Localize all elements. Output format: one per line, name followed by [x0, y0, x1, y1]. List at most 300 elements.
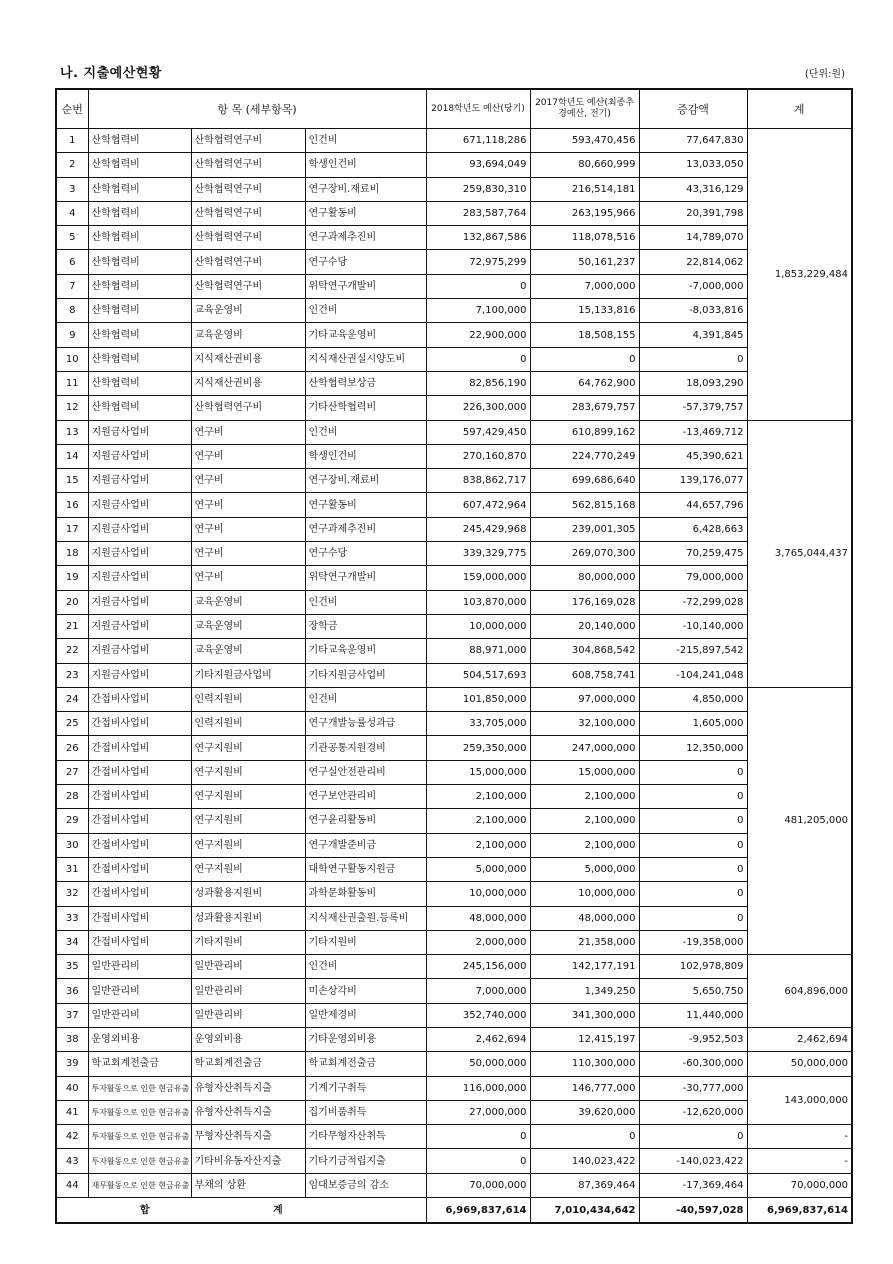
- category-cell: 간접비사업비: [88, 930, 191, 954]
- subcategory-cell: 산학협력연구비: [191, 250, 305, 274]
- budget-2018-cell: 82,856,190: [426, 371, 530, 395]
- table-row: [56, 882, 852, 906]
- category-cell: 간접비사업비: [88, 833, 191, 857]
- category-cell: 운영외비용: [88, 1027, 191, 1051]
- table-row: [56, 347, 852, 371]
- budget-2018-cell: 259,350,000: [426, 736, 530, 760]
- budget-2017-cell: 12,415,197: [530, 1027, 639, 1051]
- row-number: 41: [56, 1100, 88, 1124]
- detail-cell: 인건비: [305, 687, 426, 711]
- detail-cell: 기타운영외비용: [305, 1027, 426, 1051]
- subcategory-cell: 일반관리비: [191, 955, 305, 979]
- category-cell: 산학협력비: [88, 250, 191, 274]
- row-number: 30: [56, 833, 88, 857]
- category-cell: 산학협력비: [88, 177, 191, 201]
- table-row: [56, 542, 852, 566]
- budget-2018-cell: 72,975,299: [426, 250, 530, 274]
- difference-cell: -8,033,816: [639, 299, 747, 323]
- detail-cell: 연구수당: [305, 250, 426, 274]
- subcategory-cell: 인력지원비: [191, 687, 305, 711]
- table-row: [56, 809, 852, 833]
- subcategory-cell: 기타지원비: [191, 930, 305, 954]
- row-number: 34: [56, 930, 88, 954]
- budget-2018-cell: 339,329,775: [426, 542, 530, 566]
- header-no: 순번: [56, 89, 88, 129]
- detail-cell: 연구활동비: [305, 201, 426, 225]
- detail-cell: 인건비: [305, 590, 426, 614]
- subcategory-cell: 연구비: [191, 493, 305, 517]
- table-row: [56, 1076, 852, 1100]
- detail-cell: 미손상각비: [305, 979, 426, 1003]
- budget-2018-cell: 0: [426, 1125, 530, 1149]
- detail-cell: 학생인건비: [305, 444, 426, 468]
- budget-2018-cell: 48,000,000: [426, 906, 530, 930]
- difference-cell: 4,391,845: [639, 323, 747, 347]
- category-cell: 일반관리비: [88, 1003, 191, 1027]
- difference-cell: 139,176,077: [639, 469, 747, 493]
- table-row: [56, 444, 852, 468]
- budget-2018-cell: 22,900,000: [426, 323, 530, 347]
- table-row: [56, 566, 852, 590]
- row-number: 24: [56, 687, 88, 711]
- budget-2018-cell: 2,000,000: [426, 930, 530, 954]
- subcategory-cell: 산학협력연구비: [191, 396, 305, 420]
- row-number: 1: [56, 129, 88, 153]
- difference-cell: 0: [639, 833, 747, 857]
- difference-cell: -19,358,000: [639, 930, 747, 954]
- table-row: [56, 1100, 852, 1124]
- budget-2018-cell: 15,000,000: [426, 760, 530, 784]
- row-number: 38: [56, 1027, 88, 1051]
- budget-2017-cell: 7,000,000: [530, 274, 639, 298]
- row-number: 40: [56, 1076, 88, 1100]
- subcategory-cell: 교육운영비: [191, 639, 305, 663]
- subcategory-cell: 교육운영비: [191, 299, 305, 323]
- total-2017-cell: 7,010,434,642: [530, 1198, 639, 1224]
- category-cell: 간접비사업비: [88, 857, 191, 881]
- difference-cell: 70,259,475: [639, 542, 747, 566]
- category-cell: 지원금사업비: [88, 517, 191, 541]
- row-number: 43: [56, 1149, 88, 1173]
- row-number: 11: [56, 371, 88, 395]
- row-number: 44: [56, 1173, 88, 1197]
- budget-2018-cell: 132,867,586: [426, 226, 530, 250]
- category-cell: 산학협력비: [88, 129, 191, 153]
- budget-2017-cell: 118,078,516: [530, 226, 639, 250]
- subcategory-cell: 성과활용지원비: [191, 906, 305, 930]
- subcategory-cell: 연구지원비: [191, 736, 305, 760]
- budget-2017-cell: 283,679,757: [530, 396, 639, 420]
- category-cell: 지원금사업비: [88, 542, 191, 566]
- row-number: 29: [56, 809, 88, 833]
- detail-cell: 산학협력보상금: [305, 371, 426, 395]
- budget-2017-cell: 21,358,000: [530, 930, 639, 954]
- budget-2017-cell: 699,686,640: [530, 469, 639, 493]
- table-row: [56, 469, 852, 493]
- difference-cell: 0: [639, 347, 747, 371]
- difference-cell: 18,093,290: [639, 371, 747, 395]
- category-cell: 지원금사업비: [88, 566, 191, 590]
- budget-2018-cell: 159,000,000: [426, 566, 530, 590]
- detail-cell: 연구수당: [305, 542, 426, 566]
- budget-2018-cell: 10,000,000: [426, 614, 530, 638]
- expense-budget-table: [55, 88, 853, 1224]
- difference-cell: -17,369,464: [639, 1173, 747, 1197]
- difference-cell: 0: [639, 882, 747, 906]
- row-number: 36: [56, 979, 88, 1003]
- table-row: [56, 1003, 852, 1027]
- detail-cell: 학생인건비: [305, 153, 426, 177]
- difference-cell: 102,978,809: [639, 955, 747, 979]
- detail-cell: 연구윤리활동비: [305, 809, 426, 833]
- table-row: [56, 250, 852, 274]
- table-row: [56, 299, 852, 323]
- detail-cell: 기타지원비: [305, 930, 426, 954]
- subtotal-cell: 70,000,000: [747, 1173, 852, 1197]
- row-number: 3: [56, 177, 88, 201]
- row-number: 33: [56, 906, 88, 930]
- difference-cell: 0: [639, 809, 747, 833]
- table-row: [56, 614, 852, 638]
- row-number: 18: [56, 542, 88, 566]
- detail-cell: 지식재산권실시양도비: [305, 347, 426, 371]
- budget-2017-cell: 97,000,000: [530, 687, 639, 711]
- subcategory-cell: 연구지원비: [191, 785, 305, 809]
- subcategory-cell: 일반관리비: [191, 979, 305, 1003]
- subcategory-cell: 지식재산권비용: [191, 371, 305, 395]
- difference-cell: -57,379,757: [639, 396, 747, 420]
- detail-cell: 기타교육운영비: [305, 639, 426, 663]
- table-row: [56, 129, 852, 153]
- budget-2018-cell: 2,100,000: [426, 785, 530, 809]
- category-cell: 학교회계전출금: [88, 1052, 191, 1076]
- category-cell: 간접비사업비: [88, 785, 191, 809]
- difference-cell: -215,897,542: [639, 639, 747, 663]
- table-row: [56, 1149, 852, 1173]
- subcategory-cell: 연구비: [191, 566, 305, 590]
- header-sum: 계: [747, 89, 852, 129]
- budget-2018-cell: 2,100,000: [426, 833, 530, 857]
- difference-cell: 4,850,000: [639, 687, 747, 711]
- detail-cell: 장학금: [305, 614, 426, 638]
- difference-cell: 14,789,070: [639, 226, 747, 250]
- category-cell: 투자활동으로 인한 현금유출: [88, 1125, 191, 1149]
- table-row: [56, 323, 852, 347]
- table-row: [56, 1027, 852, 1051]
- budget-2018-cell: 259,830,310: [426, 177, 530, 201]
- header-row: [56, 89, 852, 129]
- detail-cell: 연구개발준비금: [305, 833, 426, 857]
- budget-2018-cell: 27,000,000: [426, 1100, 530, 1124]
- row-number: 12: [56, 396, 88, 420]
- row-number: 31: [56, 857, 88, 881]
- budget-2017-cell: 10,000,000: [530, 882, 639, 906]
- category-cell: 산학협력비: [88, 347, 191, 371]
- budget-2018-cell: 7,100,000: [426, 299, 530, 323]
- budget-2017-cell: 562,815,168: [530, 493, 639, 517]
- budget-2018-cell: 103,870,000: [426, 590, 530, 614]
- category-cell: 간접비사업비: [88, 809, 191, 833]
- row-number: 13: [56, 420, 88, 444]
- detail-cell: 기타교육운영비: [305, 323, 426, 347]
- category-cell: 산학협력비: [88, 226, 191, 250]
- budget-2017-cell: 48,000,000: [530, 906, 639, 930]
- budget-2017-cell: 80,660,999: [530, 153, 639, 177]
- table-row: [56, 979, 852, 1003]
- difference-cell: 0: [639, 906, 747, 930]
- row-number: 37: [56, 1003, 88, 1027]
- subcategory-cell: 연구지원비: [191, 809, 305, 833]
- detail-cell: 기타무형자산취득: [305, 1125, 426, 1149]
- difference-cell: 77,647,830: [639, 129, 747, 153]
- row-number: 28: [56, 785, 88, 809]
- budget-2017-cell: 2,100,000: [530, 809, 639, 833]
- difference-cell: 0: [639, 857, 747, 881]
- difference-cell: 0: [639, 1125, 747, 1149]
- detail-cell: 과학문화활동비: [305, 882, 426, 906]
- row-number: 39: [56, 1052, 88, 1076]
- category-cell: 산학협력비: [88, 274, 191, 298]
- budget-2018-cell: 607,472,964: [426, 493, 530, 517]
- table-row: [56, 663, 852, 687]
- row-number: 5: [56, 226, 88, 250]
- table-row: [56, 493, 852, 517]
- table-row: [56, 371, 852, 395]
- category-cell: 지원금사업비: [88, 590, 191, 614]
- budget-2017-cell: 32,100,000: [530, 712, 639, 736]
- detail-cell: 연구개발능률성과급: [305, 712, 426, 736]
- budget-2017-cell: 216,514,181: [530, 177, 639, 201]
- category-cell: 간접비사업비: [88, 687, 191, 711]
- budget-2017-cell: 5,000,000: [530, 857, 639, 881]
- budget-2018-cell: 88,971,000: [426, 639, 530, 663]
- row-number: 7: [56, 274, 88, 298]
- total-2018-cell: 6,969,837,614: [426, 1198, 530, 1224]
- total-label: 합 계: [56, 1198, 426, 1224]
- budget-2017-cell: 269,070,300: [530, 542, 639, 566]
- row-number: 15: [56, 469, 88, 493]
- category-cell: 일반관리비: [88, 955, 191, 979]
- category-cell: 산학협력비: [88, 201, 191, 225]
- category-cell: 간접비사업비: [88, 736, 191, 760]
- budget-2018-cell: 70,000,000: [426, 1173, 530, 1197]
- detail-cell: 인건비: [305, 955, 426, 979]
- category-cell: 지원금사업비: [88, 614, 191, 638]
- row-number: 21: [56, 614, 88, 638]
- difference-cell: 79,000,000: [639, 566, 747, 590]
- budget-2017-cell: 146,777,000: [530, 1076, 639, 1100]
- budget-2018-cell: 7,000,000: [426, 979, 530, 1003]
- row-number: 6: [56, 250, 88, 274]
- total-sum-cell: 6,969,837,614: [747, 1198, 852, 1224]
- category-cell: 간접비사업비: [88, 760, 191, 784]
- budget-2018-cell: 10,000,000: [426, 882, 530, 906]
- category-cell: 지원금사업비: [88, 469, 191, 493]
- subtotal-cell: -: [747, 1125, 852, 1149]
- table-row: [56, 1052, 852, 1076]
- detail-cell: 연구장비.재료비: [305, 177, 426, 201]
- table-row: [56, 833, 852, 857]
- table-row: [56, 955, 852, 979]
- budget-2018-cell: 226,300,000: [426, 396, 530, 420]
- difference-cell: -9,952,503: [639, 1027, 747, 1051]
- budget-2018-cell: 352,740,000: [426, 1003, 530, 1027]
- budget-2018-cell: 0: [426, 347, 530, 371]
- difference-cell: 45,390,621: [639, 444, 747, 468]
- budget-2017-cell: 18,508,155: [530, 323, 639, 347]
- subcategory-cell: 학교회계전출금: [191, 1052, 305, 1076]
- category-cell: 산학협력비: [88, 153, 191, 177]
- table-row: [56, 639, 852, 663]
- category-cell: 지원금사업비: [88, 493, 191, 517]
- table-row: [56, 785, 852, 809]
- table-row: [56, 906, 852, 930]
- budget-2017-cell: 15,133,816: [530, 299, 639, 323]
- budget-2018-cell: 270,160,870: [426, 444, 530, 468]
- detail-cell: 지식재산권출원.등록비: [305, 906, 426, 930]
- difference-cell: 11,440,000: [639, 1003, 747, 1027]
- row-number: 9: [56, 323, 88, 347]
- detail-cell: 연구과제추진비: [305, 226, 426, 250]
- subcategory-cell: 유형자산취득지출: [191, 1100, 305, 1124]
- category-cell: 투자활동으로 인한 현금유출: [88, 1149, 191, 1173]
- difference-cell: -104,241,048: [639, 663, 747, 687]
- subcategory-cell: 산학협력연구비: [191, 177, 305, 201]
- budget-2018-cell: 245,429,968: [426, 517, 530, 541]
- header-2018: 2018학년도 예산(당기): [426, 89, 530, 129]
- subcategory-cell: 무형자산취득지출: [191, 1125, 305, 1149]
- total-diff-cell: -40,597,028: [639, 1198, 747, 1224]
- row-number: 2: [56, 153, 88, 177]
- row-number: 14: [56, 444, 88, 468]
- budget-2018-cell: 33,705,000: [426, 712, 530, 736]
- subtotal-cell: 143,000,000: [747, 1076, 852, 1125]
- table-row: [56, 1173, 852, 1197]
- difference-cell: 20,391,798: [639, 201, 747, 225]
- header-item: 항 목 (세부항목): [88, 89, 426, 129]
- subcategory-cell: 연구비: [191, 420, 305, 444]
- budget-2018-cell: 2,462,694: [426, 1027, 530, 1051]
- difference-cell: -140,023,422: [639, 1149, 747, 1173]
- subcategory-cell: 연구지원비: [191, 857, 305, 881]
- budget-2017-cell: 50,161,237: [530, 250, 639, 274]
- table-row: [56, 1125, 852, 1149]
- table-row: [56, 712, 852, 736]
- subtotal-cell: 2,462,694: [747, 1027, 852, 1051]
- row-number: 22: [56, 639, 88, 663]
- detail-cell: 학교회계전출금: [305, 1052, 426, 1076]
- budget-2017-cell: 110,300,000: [530, 1052, 639, 1076]
- page-title: 나. 지출예산현황: [60, 66, 162, 81]
- subcategory-cell: 연구지원비: [191, 760, 305, 784]
- subcategory-cell: 지식재산권비용: [191, 347, 305, 371]
- subcategory-cell: 교육운영비: [191, 590, 305, 614]
- budget-2018-cell: 5,000,000: [426, 857, 530, 881]
- detail-cell: 인건비: [305, 420, 426, 444]
- budget-2017-cell: 0: [530, 1125, 639, 1149]
- subcategory-cell: 유형자산취득지출: [191, 1076, 305, 1100]
- unit-label: (단위:원): [804, 69, 845, 80]
- budget-2017-cell: 239,001,305: [530, 517, 639, 541]
- row-number: 16: [56, 493, 88, 517]
- budget-2017-cell: 140,023,422: [530, 1149, 639, 1173]
- subtotal-cell: 604,896,000: [747, 955, 852, 1028]
- detail-cell: 기관공통지원경비: [305, 736, 426, 760]
- budget-2018-cell: 2,100,000: [426, 809, 530, 833]
- subcategory-cell: 성과활용지원비: [191, 882, 305, 906]
- budget-2018-cell: 0: [426, 274, 530, 298]
- detail-cell: 연구보안관리비: [305, 785, 426, 809]
- difference-cell: -12,620,000: [639, 1100, 747, 1124]
- detail-cell: 연구활동비: [305, 493, 426, 517]
- row-number: 4: [56, 201, 88, 225]
- budget-2018-cell: 116,000,000: [426, 1076, 530, 1100]
- budget-2018-cell: 504,517,693: [426, 663, 530, 687]
- row-number: 23: [56, 663, 88, 687]
- budget-2017-cell: 176,169,028: [530, 590, 639, 614]
- difference-cell: 5,650,750: [639, 979, 747, 1003]
- row-number: 8: [56, 299, 88, 323]
- budget-2017-cell: 20,140,000: [530, 614, 639, 638]
- category-cell: 간접비사업비: [88, 906, 191, 930]
- subcategory-cell: 산학협력연구비: [191, 274, 305, 298]
- category-cell: 일반관리비: [88, 979, 191, 1003]
- budget-2018-cell: 0: [426, 1149, 530, 1173]
- table-row: [56, 857, 852, 881]
- category-cell: 지원금사업비: [88, 420, 191, 444]
- detail-cell: 임대보증금의 감소: [305, 1173, 426, 1197]
- category-cell: 산학협력비: [88, 299, 191, 323]
- subcategory-cell: 산학협력연구비: [191, 153, 305, 177]
- category-cell: 지원금사업비: [88, 663, 191, 687]
- difference-cell: 1,605,000: [639, 712, 747, 736]
- subtotal-cell: -: [747, 1149, 852, 1173]
- subcategory-cell: 산학협력연구비: [191, 201, 305, 225]
- budget-2017-cell: 593,470,456: [530, 129, 639, 153]
- difference-cell: -30,777,000: [639, 1076, 747, 1100]
- table-row: [56, 177, 852, 201]
- difference-cell: 0: [639, 785, 747, 809]
- category-cell: 지원금사업비: [88, 639, 191, 663]
- detail-cell: 기타기금적립지출: [305, 1149, 426, 1173]
- subcategory-cell: 교육운영비: [191, 614, 305, 638]
- subtotal-cell: 3,765,044,437: [747, 420, 852, 687]
- category-cell: 간접비사업비: [88, 882, 191, 906]
- subcategory-cell: 연구비: [191, 517, 305, 541]
- budget-2018-cell: 50,000,000: [426, 1052, 530, 1076]
- difference-cell: 22,814,062: [639, 250, 747, 274]
- detail-cell: 기계기구취득: [305, 1076, 426, 1100]
- subcategory-cell: 기타지원금사업비: [191, 663, 305, 687]
- budget-2017-cell: 247,000,000: [530, 736, 639, 760]
- category-cell: 투자활동으로 인한 현금유출: [88, 1100, 191, 1124]
- total-row: [56, 1198, 852, 1224]
- budget-2017-cell: 224,770,249: [530, 444, 639, 468]
- budget-2018-cell: 597,429,450: [426, 420, 530, 444]
- budget-2018-cell: 283,587,764: [426, 201, 530, 225]
- subcategory-cell: 산학협력연구비: [191, 129, 305, 153]
- difference-cell: -10,140,000: [639, 614, 747, 638]
- row-number: 35: [56, 955, 88, 979]
- detail-cell: 인건비: [305, 129, 426, 153]
- detail-cell: 기타산학협력비: [305, 396, 426, 420]
- subcategory-cell: 산학협력연구비: [191, 226, 305, 250]
- budget-2017-cell: 608,758,741: [530, 663, 639, 687]
- table-row: [56, 153, 852, 177]
- row-number: 20: [56, 590, 88, 614]
- budget-2018-cell: 101,850,000: [426, 687, 530, 711]
- subcategory-cell: 교육운영비: [191, 323, 305, 347]
